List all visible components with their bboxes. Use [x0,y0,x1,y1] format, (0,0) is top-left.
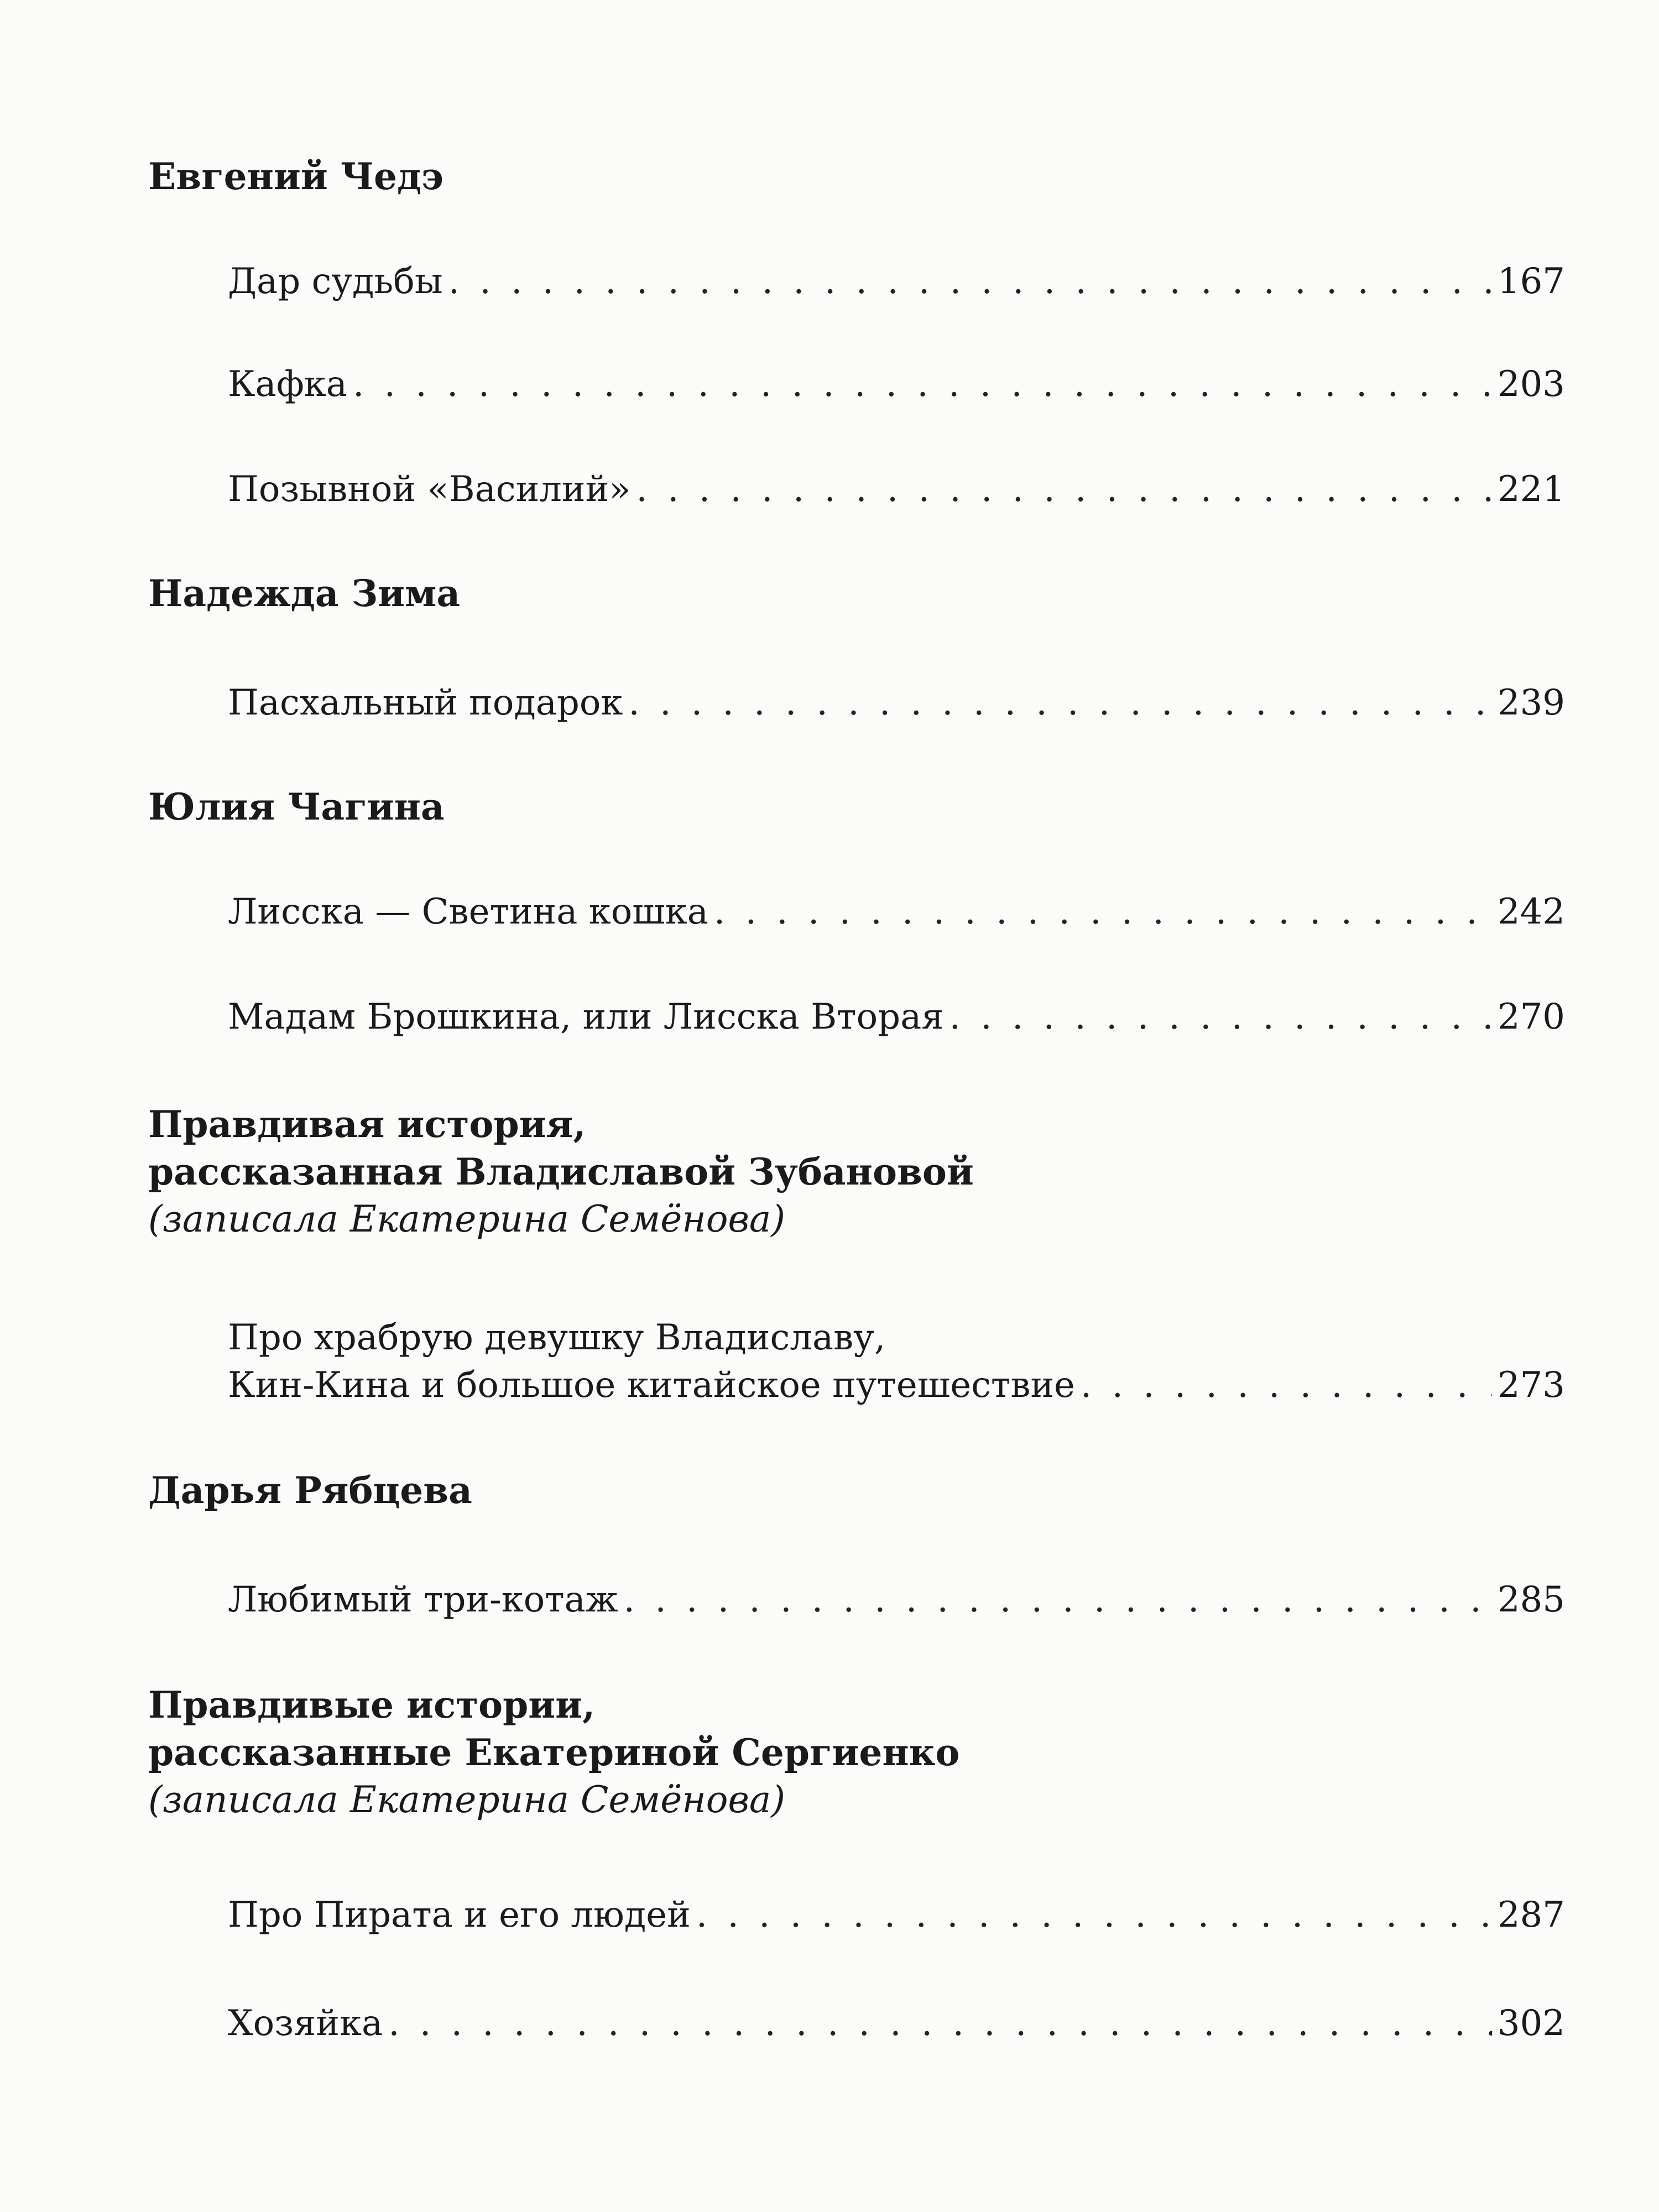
page-number: 239 [1497,682,1565,723]
story-title-line: Про храбрую девушку Владиславу, [228,1317,886,1358]
toc-entry[interactable] [228,2000,1565,2047]
page-number: 242 [1497,891,1565,932]
toc-entry[interactable] [228,993,1565,1041]
leader-dots [448,258,1492,305]
leader-dots [624,1576,1492,1624]
story-title: Кафка [228,364,347,405]
author-heading [148,1467,472,1514]
page-number: 285 [1497,1579,1565,1620]
author-name: Евгений Чедэ [148,155,444,198]
story-title: Про Пирата и его людей [228,1895,691,1936]
leader-dots [950,993,1492,1041]
toc-entry[interactable] [228,466,1565,513]
toc-entry[interactable] [228,679,1565,727]
page-number: 167 [1497,261,1565,302]
page-number: 287 [1497,1895,1565,1936]
author-heading [148,1100,974,1243]
leader-dots [714,888,1492,936]
author-name: Надежда Зима [148,572,461,615]
page-number: 221 [1497,469,1565,510]
page-number: 273 [1497,1365,1565,1406]
author-note: (записала Екатерина Семёнова) [148,1198,785,1240]
toc-entry[interactable] [228,1576,1565,1624]
toc-entry[interactable] [228,1314,1565,1409]
page-number: 302 [1497,2003,1565,2044]
toc-entry[interactable] [228,888,1565,936]
leader-dots [353,361,1492,408]
author-name-line: рассказанные Екатериной Сергиенко [148,1731,960,1774]
toc-entry[interactable] [228,361,1565,408]
author-note: (записала Екатерина Семёнова) [148,1778,785,1821]
story-title: Мадам Брошкина, или Лисска Вторая [228,997,944,1037]
author-name: Юлия Чагина [148,785,445,828]
story-title: Дар судьбы [228,261,443,302]
leader-dots [636,466,1491,513]
story-title: Лисска — Светина кошка [228,891,708,932]
author-heading [148,783,445,831]
story-title: Позывной «Василий» [228,469,631,510]
toc-entry[interactable] [228,1891,1565,1939]
leader-dots [1081,1361,1492,1409]
toc-entry[interactable] [228,258,1565,305]
author-heading [148,153,444,200]
leader-dots [388,2000,1492,2047]
story-title-line: Кин-Кина и большое китайское путешествие [228,1365,1075,1406]
author-heading [148,570,460,617]
story-title: Любимый три-котаж [228,1579,618,1620]
page-number: 270 [1497,997,1565,1037]
author-name: Дарья Рябцева [148,1469,472,1512]
story-title: Пасхальный подарок [228,682,623,723]
story-title: Хозяйка [228,2003,383,2044]
author-heading [148,1681,959,1824]
author-name-line: рассказанная Владиславой Зубановой [148,1150,974,1193]
page-number: 203 [1497,364,1565,405]
leader-dots [696,1891,1492,1939]
leader-dots [628,679,1491,727]
author-name-line: Правдивые истории, [148,1683,596,1726]
author-name-line: Правдивая история, [148,1103,586,1146]
